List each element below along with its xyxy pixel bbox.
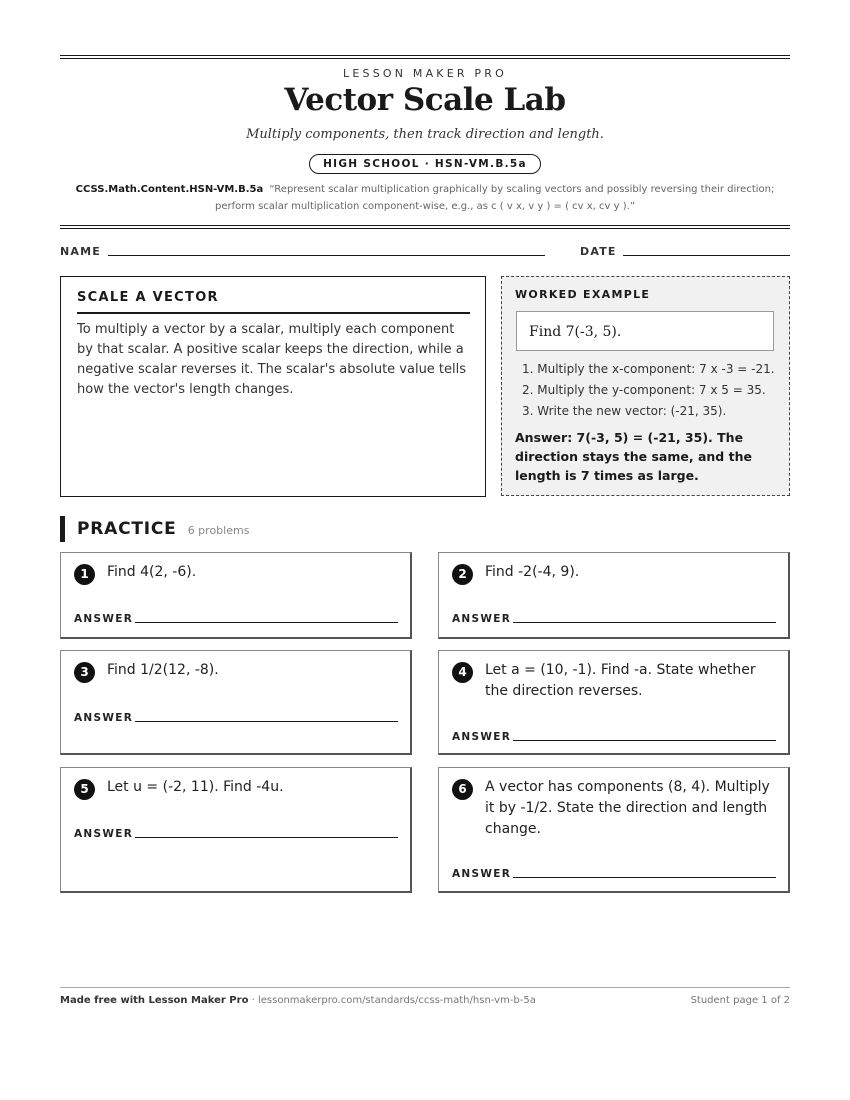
date-label: DATE	[580, 245, 617, 258]
header-bottom-rule	[60, 225, 790, 229]
practice-heading	[60, 516, 249, 542]
problem-text: Find 1/2(12, -8).	[107, 662, 219, 678]
standard-code: CCSS.Math.Content.HSN-VM.B.5a	[75, 184, 264, 195]
answer-field[interactable]	[135, 837, 398, 838]
answer-label: ANSWER	[74, 828, 134, 840]
problem-card	[438, 767, 790, 893]
problem-text: Let u = (-2, 11). Find -4u.	[107, 779, 284, 795]
practice-title: PRACTICE	[77, 519, 177, 539]
standard-text: “Represent scalar multiplication graphically by scaling vectors and possibly reversing their direction; perform scalar multiplication component-wise, e.g., as c ( v x, v y ) = ( cv x, cv y ).”	[214, 184, 775, 212]
problem-text: Let a = (10, -1). Find -a. State whether the direction reverses.	[485, 662, 756, 699]
problem-card	[60, 552, 412, 639]
footer-rule	[60, 987, 790, 988]
answer-label: ANSWER	[74, 712, 134, 724]
footer-url[interactable]: · lessonmakerpro.com/standards/ccss-math/hsn-vm-b-5a	[248, 995, 536, 1006]
brand-name: LESSON MAKER PRO	[343, 67, 507, 80]
footer-credit	[60, 995, 536, 1006]
footer-made-with: Made free with Lesson Maker Pro	[60, 995, 249, 1006]
problem-number: 1	[74, 564, 95, 585]
problem-text: Find -2(-4, 9).	[485, 564, 580, 580]
answer-field[interactable]	[513, 740, 776, 741]
standard-description	[70, 181, 780, 215]
problem-card	[438, 552, 790, 639]
name-label: NAME	[60, 245, 101, 258]
problem-card	[60, 767, 412, 893]
problem-text: A vector has components (8, 4). Multiply it by -1/2. State the direction and length change.	[485, 779, 770, 837]
worked-step: 2. Multiply the y-component: 7 x 5 = 35.	[522, 383, 766, 397]
worksheet-title: Vector Scale Lab	[284, 82, 566, 118]
problem-text: Find 4(2, -6).	[107, 564, 197, 580]
problem-number: 3	[74, 662, 95, 683]
worked-example-question: Find 7(-3, 5).	[516, 311, 774, 351]
concept-box	[60, 276, 486, 497]
problem-card	[438, 650, 790, 755]
problem-number: 2	[452, 564, 473, 585]
worksheet-page	[60, 0, 790, 1100]
date-field[interactable]	[623, 255, 790, 256]
worked-step: 3. Write the new vector: (-21, 35).	[522, 404, 727, 418]
name-field[interactable]	[108, 255, 545, 256]
problem-number: 5	[74, 779, 95, 800]
answer-field[interactable]	[513, 622, 776, 623]
worksheet-subtitle: Multiply components, then track direction and length.	[246, 127, 604, 142]
answer-field[interactable]	[513, 877, 776, 878]
answer-field[interactable]	[135, 622, 398, 623]
worked-step: 1. Multiply the x-component: 7 x -3 = -21.	[522, 362, 775, 376]
answer-label: ANSWER	[452, 613, 512, 625]
problem-number: 6	[452, 779, 473, 800]
header-top-rule	[60, 55, 790, 59]
concept-title: SCALE A VECTOR	[77, 290, 470, 314]
worked-example-steps	[522, 359, 784, 422]
worked-example-answer: Answer: 7(-3, 5) = (-21, 35). The direction stays the same, and the length is 7 times as large.	[515, 430, 752, 483]
concept-body: To multiply a vector by a scalar, multiply each component by that scalar. A positive scalar keeps the direction, while a negative scalar reverses it. The scalar's absolute value tells how the vector's length changes.	[77, 322, 467, 397]
answer-label: ANSWER	[74, 613, 134, 625]
answer-label: ANSWER	[452, 868, 512, 880]
problem-card	[60, 650, 412, 755]
practice-count: 6 problems	[187, 524, 250, 537]
answer-label: ANSWER	[452, 731, 512, 743]
worked-example-title: WORKED EXAMPLE	[515, 288, 651, 301]
answer-field[interactable]	[135, 721, 398, 722]
student-info-row	[60, 244, 790, 260]
problem-number: 4	[452, 662, 473, 683]
worked-example-box	[501, 276, 790, 496]
page-indicator: Student page 1 of 2	[690, 995, 790, 1006]
level-badge: HIGH SCHOOL · HSN-VM.B.5a	[309, 154, 541, 174]
